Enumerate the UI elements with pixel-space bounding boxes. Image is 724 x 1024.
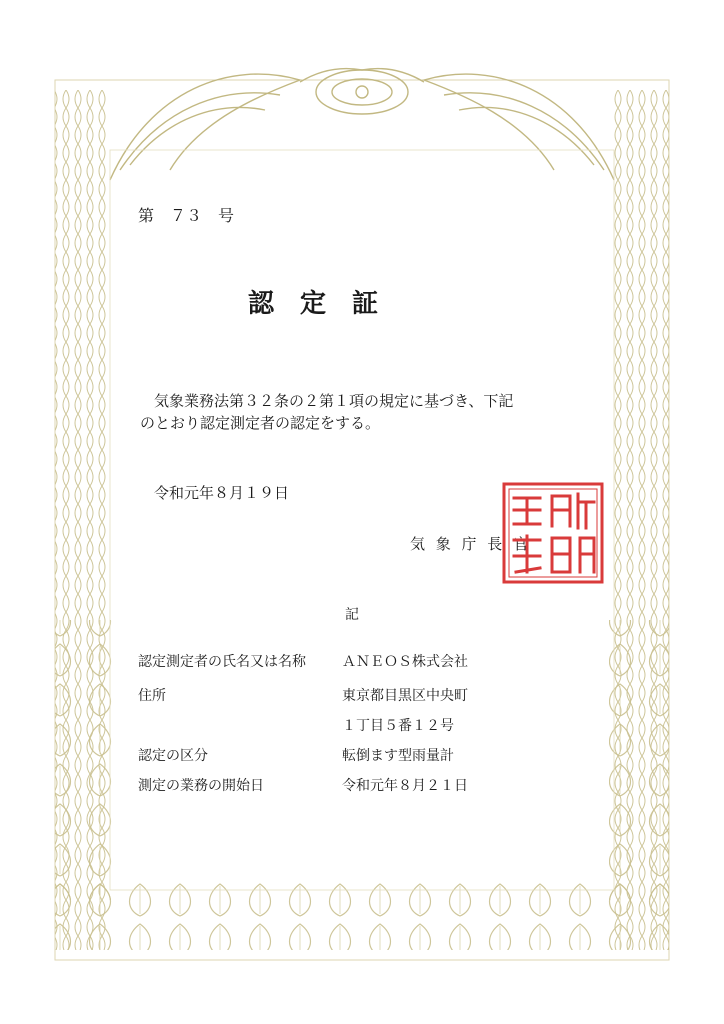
row-value-name: ＡＮＥＯＳ株式会社 <box>342 654 468 670</box>
row-value-start-date: 令和元年８月２１日 <box>342 778 468 794</box>
row-label-category: 認定の区分 <box>138 748 208 764</box>
row-label-name: 認定測定者の氏名又は名称 <box>138 654 306 670</box>
body-line-1: 気象業務法第３２条の２第１項の規定に基づき、下記 <box>154 392 514 410</box>
row-value-category: 転倒ます型雨量計 <box>342 748 454 764</box>
body-line-2: のとおり認定測定者の認定をする。 <box>140 414 381 432</box>
certificate-number: 第 ７３ 号 <box>138 206 235 225</box>
row-value-address-1: 東京都目黒区中央町 <box>342 688 468 704</box>
issue-date: 令和元年８月１９日 <box>154 484 290 502</box>
row-value-address-2: １丁目５番１２号 <box>342 718 454 734</box>
certificate-body <box>140 390 580 434</box>
issuer-name: 気 象 庁 長 官 <box>410 535 529 553</box>
official-seal-icon <box>500 480 606 586</box>
details-heading: 記 <box>345 607 359 623</box>
row-label-start-date: 測定の業務の開始日 <box>138 778 264 794</box>
row-label-address: 住所 <box>138 688 166 704</box>
certificate-title: 認 定 証 <box>248 289 379 319</box>
